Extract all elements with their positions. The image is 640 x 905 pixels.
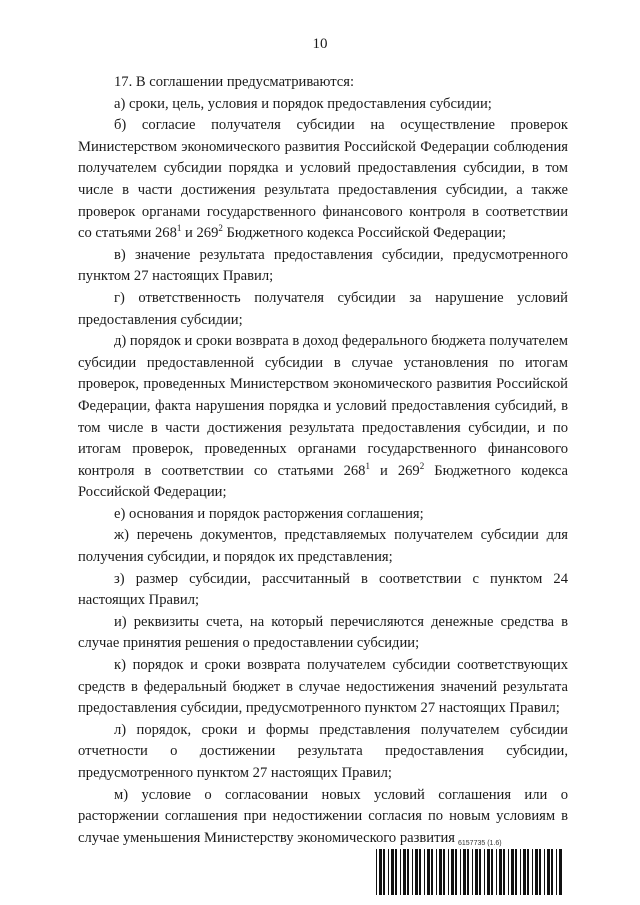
paragraph-17: 17. В соглашении предусматриваются: bbox=[114, 74, 355, 90]
paragraph-g: г) ответственность получателя субсидии за нарушение условий предоставления субсидии; bbox=[78, 289, 568, 328]
barcode-bar bbox=[484, 849, 485, 895]
barcode-bar bbox=[472, 849, 473, 895]
barcode-bar bbox=[515, 849, 517, 895]
paragraph-b-text: б) согласие получателя субсидии на осуществление проверок Министерством экономического развития Российской Федерации соблюдения получателем субсидии порядка и условий предоставления субсидии, в том числе в части достижения результата предоставления субсидии, а также проверок органами государственного финансового контроля в соответствии со статьями 268 bbox=[78, 117, 568, 242]
barcode-bar bbox=[511, 849, 514, 895]
barcode-bar bbox=[547, 849, 550, 895]
barcode-bar bbox=[395, 849, 397, 895]
paragraph-l: л) порядок, сроки и формы представления получателем субсидии отчетности о достижении результата предоставления субсидии, предусмотренного пунктом 27 настоящих Правил; bbox=[78, 721, 568, 781]
barcode-bar bbox=[539, 849, 541, 895]
paragraph-z: з) размер субсидии, рассчитанный в соответствии с пунктом 24 настоящих Правил; bbox=[78, 570, 568, 609]
barcode-bar bbox=[379, 849, 382, 895]
paragraph-zh: ж) перечень документов, представляемых получателем субсидии для получения субсидии, и порядок их представления; bbox=[78, 527, 568, 566]
barcode-bar bbox=[556, 849, 557, 895]
barcode-bar bbox=[527, 849, 529, 895]
barcode-bar bbox=[463, 849, 466, 895]
barcode-bar bbox=[451, 849, 454, 895]
page-number: 10 bbox=[312, 36, 328, 52]
paragraph-v: в) значение результата предоставления субсидии, предусмотренного пунктом 27 настоящих Правил; bbox=[78, 246, 568, 285]
barcode-bar bbox=[407, 849, 409, 895]
paragraph-b-text-mid: и 269 bbox=[181, 225, 219, 242]
barcode-bar bbox=[376, 849, 377, 895]
paragraph-d bbox=[78, 331, 568, 504]
barcode-bar bbox=[388, 849, 389, 895]
barcode-bar bbox=[508, 849, 509, 895]
barcode-bar bbox=[532, 849, 533, 895]
barcode-bar bbox=[479, 849, 481, 895]
barcode-bar bbox=[424, 849, 425, 895]
barcode-bar bbox=[403, 849, 406, 895]
barcode-bar bbox=[391, 849, 394, 895]
paragraph-d-text-end: Бюджетного кодекса Российской Федерации; bbox=[78, 462, 568, 501]
barcode-bar bbox=[496, 849, 497, 895]
barcode-bar bbox=[383, 849, 385, 895]
footnote-marker: 2 bbox=[218, 223, 223, 234]
barcode bbox=[376, 849, 562, 895]
paragraph-e: е) основания и порядок расторжения соглашения; bbox=[114, 505, 424, 522]
barcode-bar bbox=[436, 849, 437, 895]
barcode-bar bbox=[443, 849, 445, 895]
paragraph-b-text-end: Бюджетного кодекса Российской Федерации; bbox=[222, 225, 507, 242]
barcode-bar bbox=[535, 849, 538, 895]
barcode-bar bbox=[491, 849, 493, 895]
footnote-marker: 1 bbox=[365, 460, 370, 471]
barcode-bar bbox=[455, 849, 457, 895]
barcode-bar bbox=[503, 849, 505, 895]
barcode-bar bbox=[499, 849, 502, 895]
paragraph-k: к) порядок и сроки возврата получателем субсидии соответствующих средств в федеральный бюджет в случае недостижения значений результата предоставления субсидии, предусмотренного пунктом 27 настоящих Правил; bbox=[78, 657, 568, 717]
paragraph-d-text-mid: и 269 bbox=[369, 462, 420, 479]
barcode-bar bbox=[475, 849, 478, 895]
paragraph-a: а) сроки, цель, условия и порядок предоставления субсидии; bbox=[114, 95, 492, 112]
paragraph-d-text: д) порядок и сроки возврата в доход федерального бюджета получателем субсидии предоставленной субсидии в случае установления по итогам проверок, проведенных Министерством экономического развития Российской Федерации, факта нарушения порядка и условий предоставления субсидий, в том числе в части достижения результата предоставления субсидии, и по итогам проверок, проведенных органами государственного финансового контроля в соответствии со статьями 268 bbox=[78, 333, 569, 479]
paragraph-m: м) условие о согласовании новых условий соглашения или о расторжении соглашения при недостижении согласия по новым условиям в случае уменьшения Министерству экономического развития bbox=[78, 786, 568, 846]
barcode-bar bbox=[400, 849, 401, 895]
barcode-bar bbox=[427, 849, 430, 895]
barcode-bar bbox=[544, 849, 545, 895]
barcode-bar bbox=[412, 849, 413, 895]
barcode-bar bbox=[551, 849, 553, 895]
barcode-bar bbox=[460, 849, 461, 895]
barcode-bar bbox=[467, 849, 469, 895]
footnote-marker: 1 bbox=[176, 223, 182, 234]
barcode-bar bbox=[523, 849, 526, 895]
barcode-bar bbox=[431, 849, 433, 895]
barcode-bar bbox=[487, 849, 490, 895]
paragraph-i: и) реквизиты счета, на который перечисляются денежные средства в случае принятия решения о предоставлении субсидии; bbox=[78, 613, 568, 652]
paragraph-b bbox=[78, 115, 568, 245]
barcode-bar bbox=[559, 849, 562, 895]
barcode-bar bbox=[448, 849, 449, 895]
barcode-bar bbox=[439, 849, 442, 895]
footnote-marker: 2 bbox=[419, 460, 425, 471]
barcode-bar bbox=[419, 849, 421, 895]
barcode-bar bbox=[520, 849, 521, 895]
document-code: 6157735 (1.6) bbox=[458, 840, 502, 847]
document-body bbox=[78, 72, 568, 849]
barcode-bar bbox=[415, 849, 418, 895]
